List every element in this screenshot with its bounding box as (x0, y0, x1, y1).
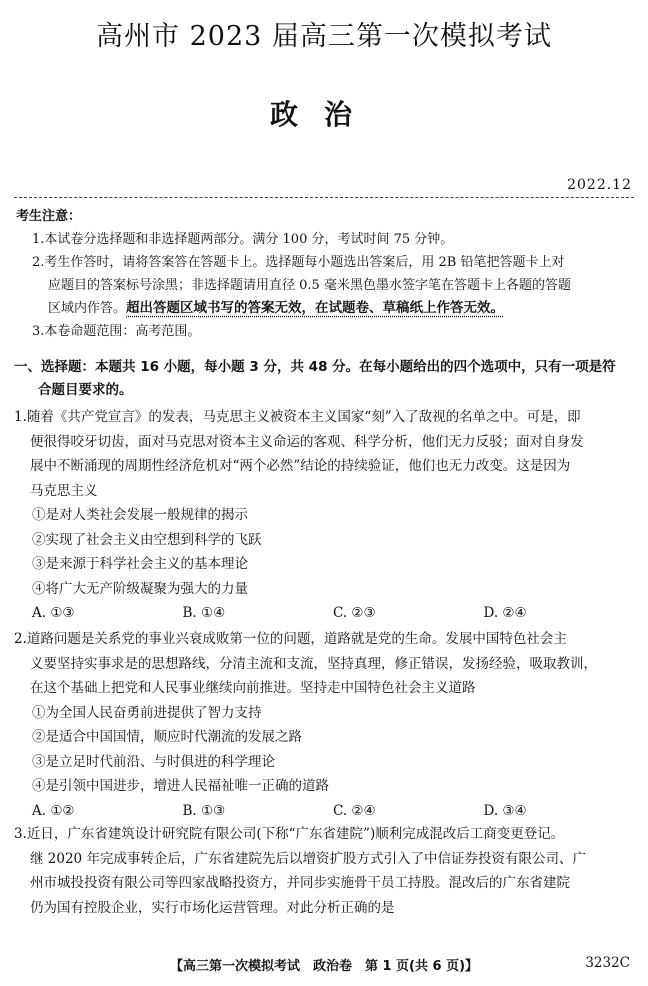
question-3-line-3: 州市城投投资有限公司等四家战略投资方，并同步实施骨干员工持股。混改后的广东省建院 (30, 875, 570, 891)
question-1-choice-d[interactable]: D. ②④ (483, 605, 527, 621)
question-2-choice-c[interactable]: C. ②④ (333, 802, 376, 819)
question-1-choice-a[interactable]: A. ①③ (32, 605, 75, 621)
footer-page-info: 【高三第一次模拟考试 政治卷 第 1 页(共 6 页)】 (169, 959, 479, 974)
notice-item-2-line-2: 应题目的答案标号涂黑；非选择题请用直径 0.5 毫米黑色墨水签字笔在答题卡上各题的答题 (48, 278, 571, 293)
question-2-option-1: ①为全国人民奋勇前进提供了智力支持 (32, 704, 262, 721)
question-2-option-4: ④是引领中国进步，增进人民福祉唯一正确的道路 (32, 778, 329, 794)
question-3-line-2: 继 2020 年完成事转企后，广东省建院先后以增资扩股方式引入了中信证券投资有限公司、广 (30, 850, 586, 867)
section-heading-line-1: 一、选择题：本题共 16 小题，每小题 3 分，共 48 分。在每小题给出的四个选项中，只有一项是符 (14, 359, 616, 375)
question-2-choice-b[interactable]: B. ①③ (182, 802, 226, 819)
notice-heading: 考生注意： (16, 209, 82, 224)
footer-paper-code: 3232C (585, 955, 630, 971)
section-heading-line-2: 合题目要求的。 (38, 382, 133, 398)
question-2-line-3: 在这个基础上把党和人民事业继续向前推进。坚持走中国特色社会主义道路 (30, 680, 476, 696)
notice-item-2-line-1: 2.考生作答时，请将答案答在答题卡上。选择题每小题选出答案后，用 2B 铅笔把答题卡上对 (32, 255, 565, 270)
question-2-choices (14, 799, 634, 824)
question-1-option-3: ③是来源于科学社会主义的基本理论 (32, 556, 248, 572)
question-2 (14, 627, 634, 823)
question-1-choice-b[interactable]: B. ①④ (182, 605, 226, 621)
question-2-option-2: ②是适合中国国情，顺应时代潮流的发展之路 (32, 729, 302, 745)
question-2-line-1: 2.道路问题是关系党的事业兴衰成败第一位的问题，道路就是党的生命。发展中国特色社会主 (14, 631, 567, 647)
notice-item-2-line-3-prefix: 区域内作答。 (48, 301, 127, 316)
question-1-line-4: 马克思主义 (30, 482, 98, 499)
section-heading (14, 356, 634, 402)
notice-emphasis: 超出答题区域书写的答案无效，在试题卷、草稿纸上作答无效。 (126, 300, 505, 316)
question-2-choice-d[interactable]: D. ③④ (483, 802, 527, 819)
candidate-notice (16, 205, 632, 343)
divider-line (14, 197, 634, 198)
question-3 (14, 822, 634, 920)
question-1-option-1: ①是对人类社会发展一般规律的揭示 (32, 507, 248, 523)
question-2-choice-a[interactable]: A. ①② (32, 802, 75, 819)
notice-item-2 (16, 251, 632, 320)
question-1-option-2: ②实现了社会主义由空想到科学的飞跃 (32, 531, 262, 548)
question-1-option-4: ④将广大无产阶级凝聚为强大的力量 (32, 580, 248, 597)
notice-item-3: 3.本卷命题范围：高考范围。 (32, 324, 201, 339)
question-3-line-1: 3.近日，广东省建筑设计研究院有限公司(下称“广东省建院”)顺利完成混改后工商变更登记。 (14, 826, 565, 842)
question-1-line-3: 展中不断涌现的周期性经济危机对“两个必然”结论的持续验证，他们也无力改变。这是因为 (30, 458, 571, 474)
notice-item-1: 1.本试卷分选择题和非选择题两部分。满分 100 分，考试时间 75 分钟。 (32, 232, 454, 247)
question-1-line-2: 便很得咬牙切齿，面对马克思对资本主义命运的客观、科学分析，他们无力反驳；面对自身发 (30, 433, 584, 450)
question-1-line-1: 1.随着《共产党宣言》的发表，马克思主义被资本主义国家“刻”入了敌视的名单之中。可是，即 (14, 409, 581, 425)
exam-date: 2022.12 (567, 177, 632, 193)
question-1 (14, 405, 634, 626)
question-2-option-3: ③是立足时代前沿、与时俱进的科学理论 (32, 753, 275, 770)
subject-title: 政治 (269, 98, 378, 131)
question-1-choices (14, 601, 634, 626)
question-1-choice-c[interactable]: C. ②③ (333, 605, 376, 621)
exam-title: 高州市 2023 届高三第一次模拟考试 (96, 21, 552, 52)
notice-item-2-line-3 (48, 297, 632, 320)
question-2-line-2: 义要坚持实事求是的思想路线，分清主流和支流，坚持真理，修正错误，发扬经验，吸取教训， (30, 655, 597, 672)
question-3-line-4: 仍为国有控股企业，实行市场化运营管理。对此分析正确的是 (30, 899, 395, 916)
